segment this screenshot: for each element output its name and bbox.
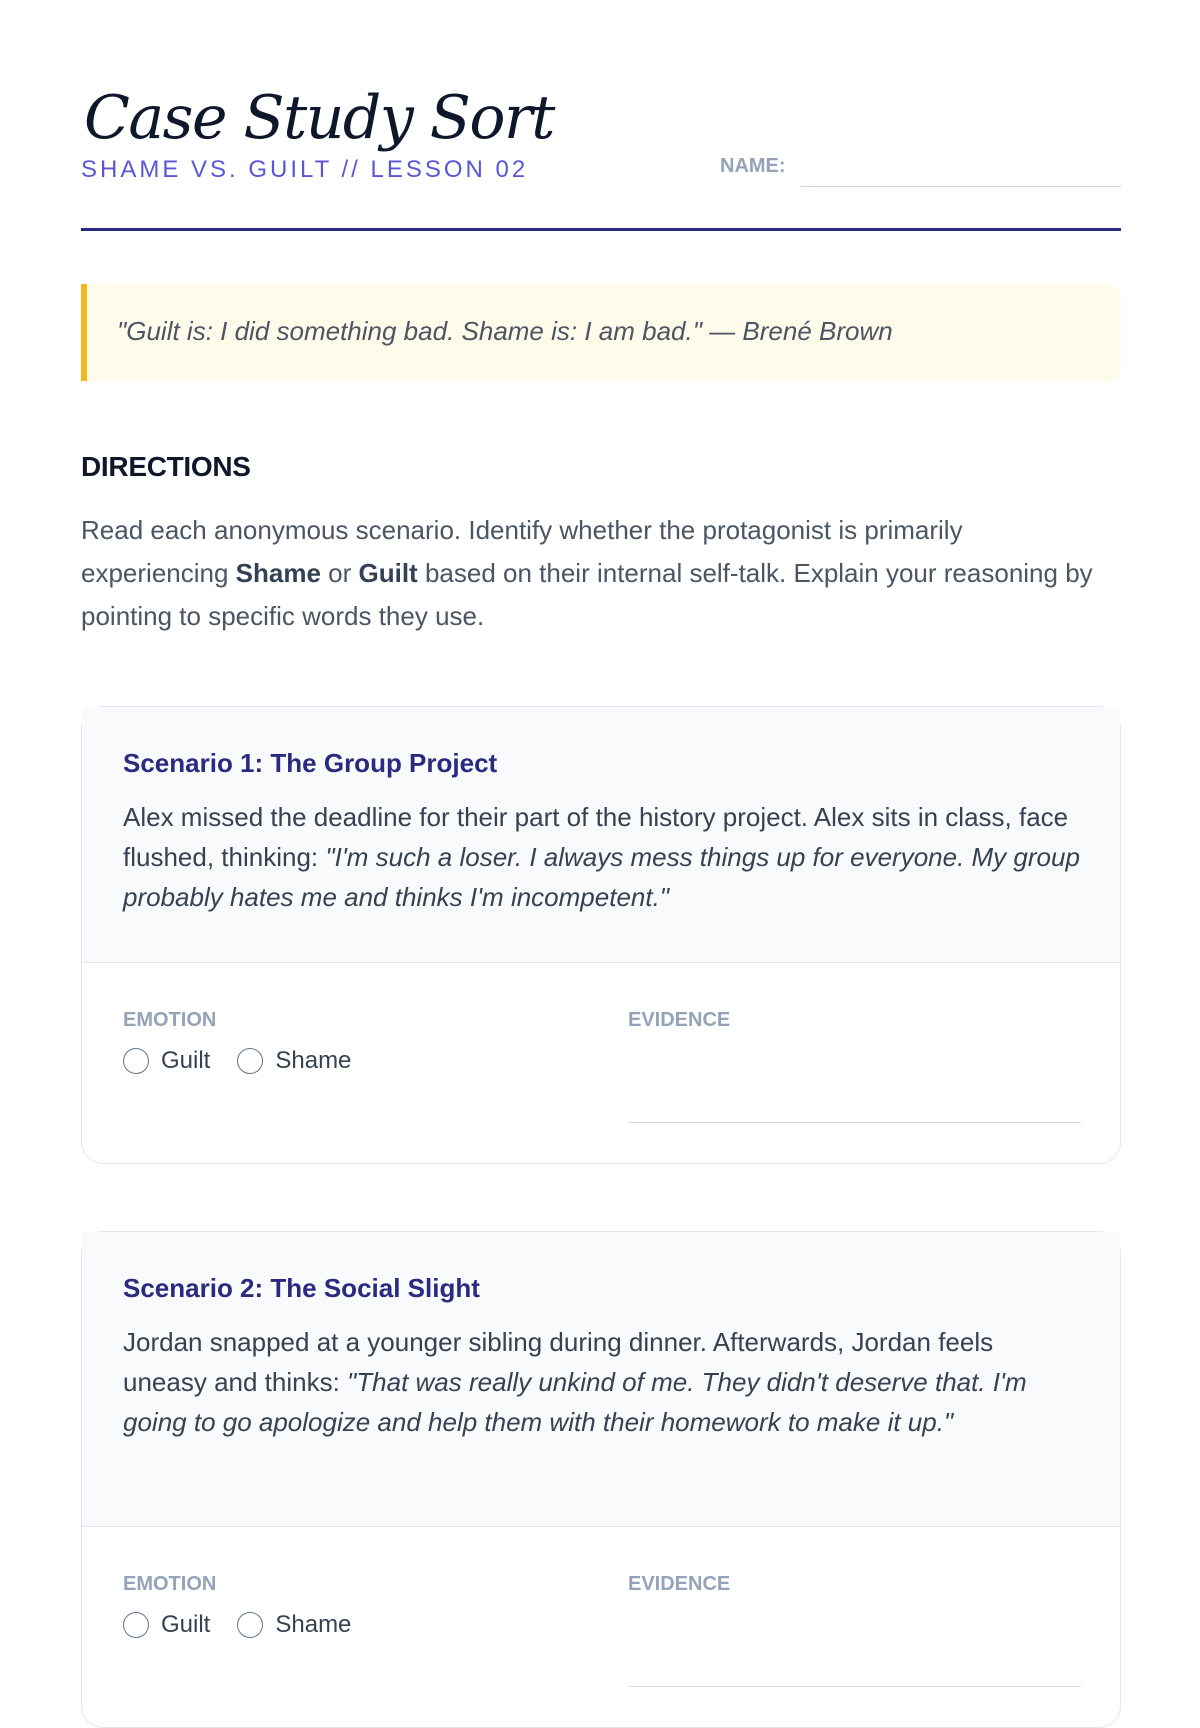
directions-title: DIRECTIONS	[81, 451, 251, 482]
scenario-response	[82, 1527, 1120, 1727]
scenario-narrative: Alex missed the deadline for their part of the history project. Alex sits in class, face flushed, thinking:	[123, 802, 1069, 872]
guilt-radio[interactable]	[123, 1048, 149, 1074]
scenario-response	[82, 963, 1120, 1163]
scenario-header	[82, 1232, 1120, 1527]
page-subtitle: SHAME VS. GUILT // LESSON 02	[81, 156, 529, 183]
directions-text	[81, 509, 1101, 638]
directions-text-part: based on their internal self-talk. Explain your reasoning by pointing to specific words they use.	[81, 558, 1093, 631]
scenario-quote: "That was really unkind of me. They didn't deserve that. I'm going to go apologize and help them with their homework to make it up."	[123, 1367, 1027, 1437]
worksheet-header	[81, 0, 1121, 231]
scenario-card	[81, 1231, 1121, 1728]
shame-radio[interactable]	[237, 1612, 263, 1638]
scenario-text	[123, 797, 1080, 917]
evidence-field[interactable]	[628, 1122, 1081, 1123]
emotion-options	[123, 1047, 378, 1075]
name-label: NAME:	[720, 155, 786, 177]
scenario-title: Scenario 2: The Social Slight	[123, 1273, 480, 1303]
quote-text: "Guilt is: I did something bad. Shame is: I am bad." — Brené Brown	[117, 316, 893, 346]
directions-shame-term: Shame	[235, 558, 321, 588]
evidence-label: EVIDENCE	[628, 1009, 731, 1031]
scenario-quote: "I'm such a loser. I always mess things up for everyone. My group probably hates me and thinks I'm incompetent."	[123, 842, 1080, 912]
emotion-label: EMOTION	[123, 1009, 217, 1031]
scenario-text	[123, 1322, 1080, 1442]
scenario-title: Scenario 1: The Group Project	[123, 748, 498, 778]
guilt-option-label[interactable]: Guilt	[161, 1047, 211, 1074]
shame-radio[interactable]	[237, 1048, 263, 1074]
scenario-card	[81, 706, 1121, 1164]
shame-option-label[interactable]: Shame	[275, 1611, 352, 1638]
scenario-header	[82, 707, 1120, 963]
scenario-narrative: Jordan snapped at a younger sibling during dinner. Afterwards, Jordan feels uneasy and thinks:	[123, 1327, 994, 1397]
emotion-label: EMOTION	[123, 1573, 217, 1595]
page-title: Case Study Sort	[84, 83, 554, 153]
evidence-field[interactable]	[628, 1686, 1081, 1687]
guilt-radio[interactable]	[123, 1612, 149, 1638]
emotion-options	[123, 1611, 378, 1639]
name-field[interactable]	[801, 159, 1121, 187]
guilt-option-label[interactable]: Guilt	[161, 1611, 211, 1638]
directions-text-part: Read each anonymous scenario. Identify whether the protagonist is primarily experiencing	[81, 515, 963, 588]
evidence-label: EVIDENCE	[628, 1573, 731, 1595]
directions-text-part: or	[320, 558, 359, 588]
directions-guilt-term: Guilt	[358, 558, 418, 588]
shame-option-label[interactable]: Shame	[275, 1047, 352, 1074]
worksheet-page	[81, 0, 1121, 1638]
quote-callout	[81, 284, 1121, 381]
